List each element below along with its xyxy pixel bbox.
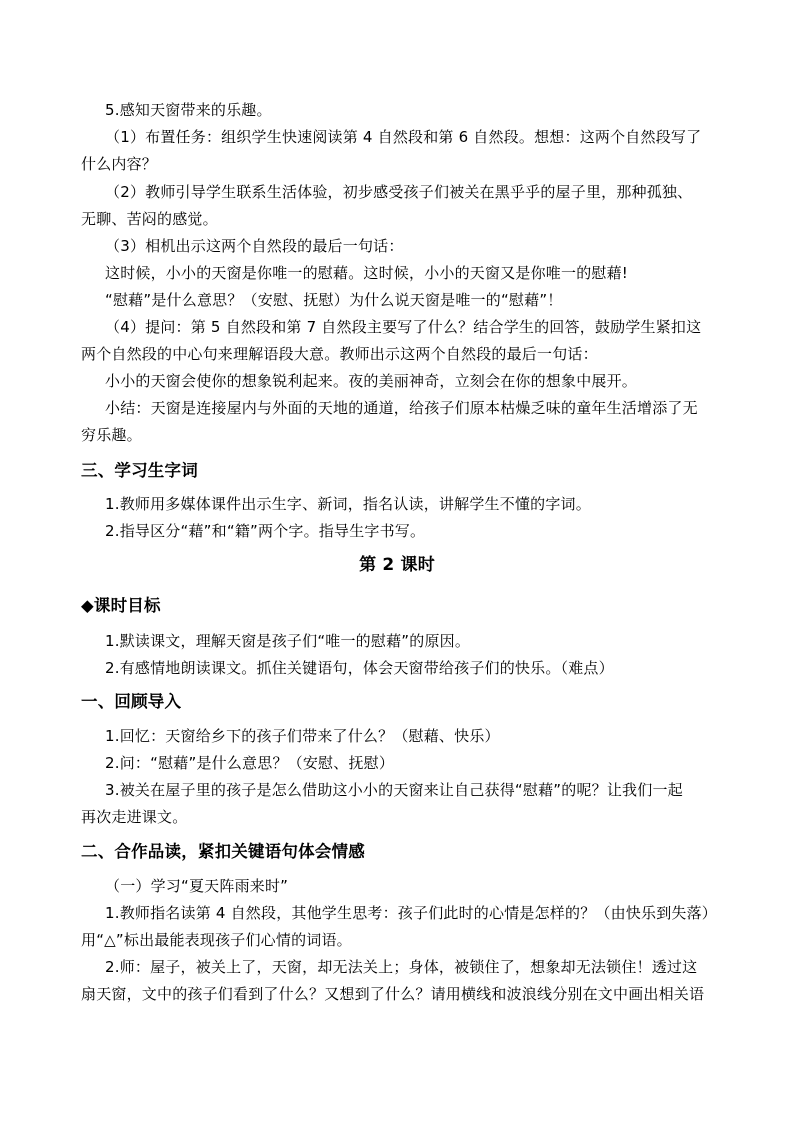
section-heading-goals: ◆课时目标 [81,596,161,615]
list-item: 1.教师用多媒体课件出示生字、新词，指名认读，讲解学生不懂的字词。 [105,495,591,513]
paragraph-line: 扇天窗，文中的孩子们看到了什么？又想到了什么？请用横线和波浪线分别在文中画出相关语 [81,985,705,1003]
paragraph-line: 两个自然段的中心句来理解语段大意。教师出示这两个自然段的最后一句话： [81,345,598,363]
summary-line: 穷乐趣。 [81,426,142,444]
list-item: 2.有感情地朗读课文。抓住关键语句，体会天窗带给孩子们的快乐。（难点） [105,659,614,677]
list-item: 1.教师指名读第 4 自然段，其他学生思考：孩子们此时的心情是怎样的？（由快乐到失落） [105,904,717,922]
paragraph-line: “慰藉”是什么意思？（安慰、抚慰）为什么说天窗是唯一的“慰藉”！ [105,291,563,309]
paragraph-line: 无聊、苦闷的感觉。 [81,210,218,228]
paragraph-line: （3）相机出示这两个自然段的最后一句话： [105,237,404,255]
list-item: 1.默读课文，理解天窗是孩子们“唯一的慰藉”的原因。 [105,632,471,650]
paragraph-line: （2）教师引导学生联系生活体验，初步感受孩子们被关在黑乎乎的屋子里，那种孤独、 [105,183,693,201]
paragraph-line: （4）提问：第 5 自然段和第 7 自然段主要写了什么？结合学生的回答，鼓励学生紧扣这 [105,318,702,336]
summary-line: 小结：天窗是连接屋内与外面的天地的通道，给孩子们原本枯燥乏味的童年生活增添了无 [105,399,698,417]
list-item: 2.指导区分“藉”和“籍”两个字。指导生字书写。 [105,522,426,540]
list-item: 2.问：“慰藉”是什么意思？（安慰、抚慰） [105,754,395,772]
section-heading-review: 一、回顾导入 [81,692,182,711]
section-heading-reading: 二、合作品读，紧扣关键语句体会情感 [81,842,365,861]
list-item: 2.师：屋子，被关上了，天窗，却无法关上；身体，被锁住了，想象却无法锁住！透过这 [105,958,698,976]
paragraph-line: 用“△”标出最能表现孩子们心情的词语。 [81,931,352,949]
subsection-title: （一）学习“夏天阵雨来时” [105,877,289,895]
section-heading-learn-words: 三、学习生字词 [81,461,198,480]
quote-line: 小小的天窗会使你的想象锐利起来。夜的美丽神奇，立刻会在你的想象中展开。 [105,372,638,390]
paragraph-line: （1）布置任务：组织学生快速阅读第 4 自然段和第 6 自然段。想想：这两个自然段写了 [105,128,702,146]
paragraph-line: 再次走进课文。 [81,808,188,826]
paragraph-line: 什么内容？ [81,155,158,173]
list-item: 1.回忆：天窗给乡下的孩子们带来了什么？（慰藉、快乐） [105,727,500,745]
lesson-2-title: 第 2 课时 [359,555,435,575]
section-5-title: 5.感知天窗带来的乐趣。 [105,101,272,119]
quote-line: 这时候，小小的天窗是你唯一的慰藉。这时候，小小的天窗又是你唯一的慰藉! [105,264,629,282]
list-item: 3.被关在屋子里的孩子是怎么借助这小小的天窗来让自己获得“慰藉”的呢？让我们一起 [105,781,683,799]
